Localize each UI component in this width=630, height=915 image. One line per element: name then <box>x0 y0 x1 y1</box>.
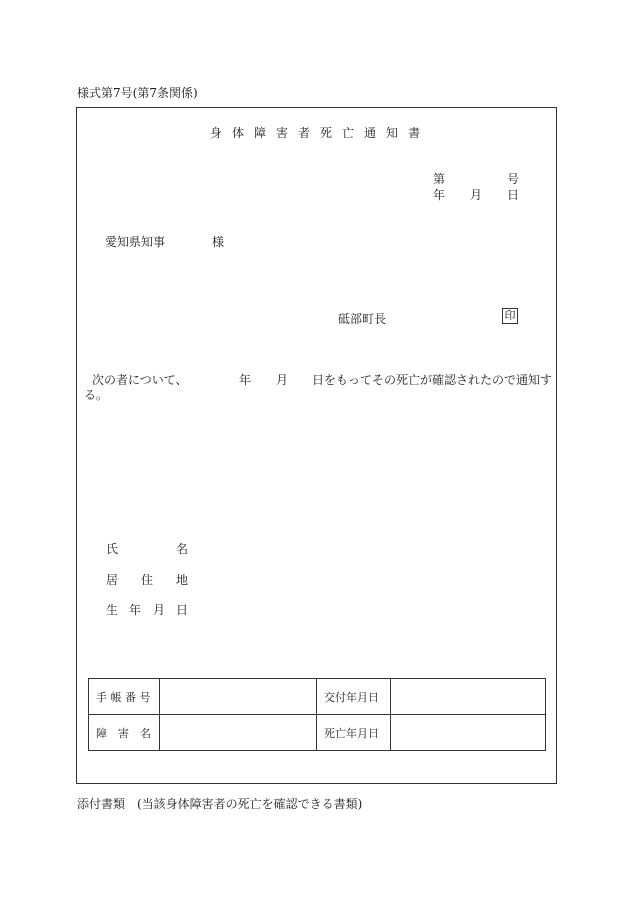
handbook-number-label: 手 帳 番 号 <box>89 679 160 715</box>
body-month: 月 <box>276 373 289 387</box>
title-char: 通 <box>364 126 377 140</box>
number-dai: 第 <box>433 172 446 186</box>
addressee-name: 愛知県知事 <box>105 235 166 249</box>
date-day: 日 <box>507 188 520 202</box>
field-char: 月 <box>153 603 166 617</box>
field-char: 名 <box>176 542 189 556</box>
number-go: 号 <box>507 172 520 186</box>
field-char: 年 <box>129 603 142 617</box>
body-line-2: る。 <box>84 388 109 402</box>
body-part1: 次の者について、 <box>92 373 188 387</box>
death-date-cell[interactable] <box>391 715 546 751</box>
addressee-honorific: 様 <box>212 235 225 249</box>
document-title <box>0 124 630 141</box>
seal-stamp: 印 <box>502 308 518 324</box>
issuer-title: 砥部町長 <box>338 312 387 326</box>
title-char: 体 <box>231 126 244 140</box>
issue-date-label: 交付年月日 <box>317 679 391 715</box>
title-char: 者 <box>297 126 310 140</box>
field-char: 日 <box>176 603 189 617</box>
body-rest: 日をもってその死亡が確認されたので通知す <box>312 373 553 387</box>
death-date-label: 死亡年月日 <box>317 715 391 751</box>
disability-name-cell[interactable] <box>160 715 317 751</box>
field-char: 生 <box>106 603 119 617</box>
field-char: 地 <box>176 573 189 587</box>
issue-date-cell[interactable] <box>391 679 546 715</box>
field-char: 居 <box>106 573 119 587</box>
form-label: 様式第7号(第7条関係) <box>77 86 198 100</box>
handbook-number-cell[interactable] <box>160 679 317 715</box>
title-char: 害 <box>275 126 288 140</box>
title-char: 書 <box>408 126 421 140</box>
title-char: 知 <box>386 126 399 140</box>
info-table <box>88 678 546 751</box>
body-year: 年 <box>239 373 252 387</box>
disability-name-label: 障 害 名 <box>89 715 160 751</box>
title-char: 亡 <box>342 126 355 140</box>
field-char: 住 <box>141 573 154 587</box>
title-char: 死 <box>320 126 333 140</box>
field-char: 氏 <box>106 542 119 556</box>
table-row <box>89 679 546 715</box>
date-month: 月 <box>470 188 483 202</box>
attachment-note: 添付書類 (当該身体障害者の死亡を確認できる書類) <box>77 797 363 811</box>
title-char: 障 <box>253 126 266 140</box>
title-char: 身 <box>209 126 222 140</box>
table-row <box>89 715 546 751</box>
date-year: 年 <box>433 188 446 202</box>
